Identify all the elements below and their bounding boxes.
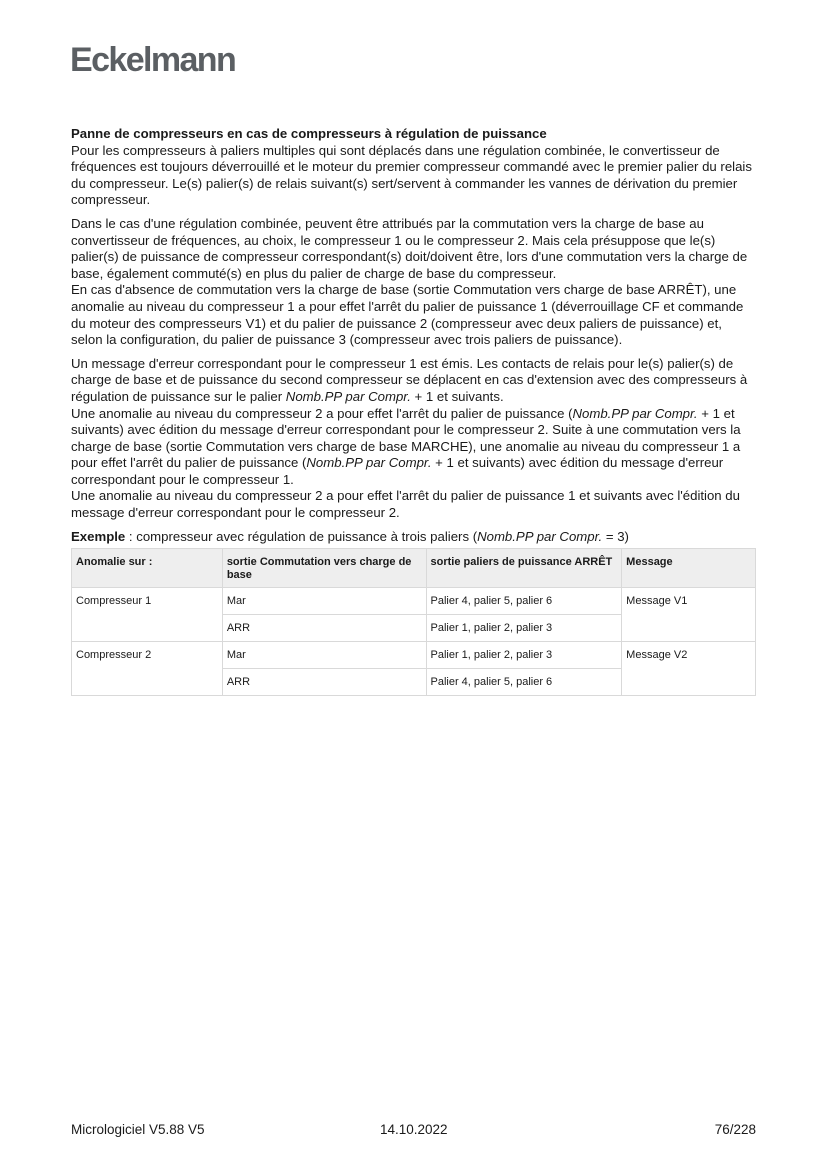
paragraph-5: Une anomalie au niveau du compresseur 2 a pour effet l'arrêt du palier de puissance (Nomb.PP par Compr. + 1 et suivants) avec édition du message d'erreur correspondant pour le compresseur 2. Suite à une commutation vers la charge de base (sortie Commutation vers charge de base MARCHE), une anomalie au niveau du compresseur 1 a pour effet l'arrêt du palier de puissance (Nomb.PP par Compr. + 1 et suivants) avec édition du message d'erreur correspondant pour le compresseur 1. [71,405,741,487]
section-title: Panne de compresseurs en cas de compresseurs à régulation de puissance [71,126,547,141]
paragraph-2: Dans le cas d'une régulation combinée, peuvent être attribués par la commutation vers la charge de base au convertisseur de fréquences, au choix, le compresseur 1 ou le compresseur 2. Mais cela présuppose que le(s) palier(s) de puissance de compresseur correspondant(s) doit/doivent être, lors d'une commutation vers la charge de base, également commuté(s) en plus du palier de charge de base du compresseur. [71,215,748,281]
example-line: Exemple : compresseur avec régulation de puissance à trois paliers (Nomb.PP par Compr. = 3) [71,528,629,544]
cell-message: Message V2 [622,642,756,696]
paragraph-3: En cas d'absence de commutation vers la charge de base (sortie Commutation vers charge de base ARRÊT), une anomalie au niveau du compresseur 1 a pour effet l'arrêt du palier de puissance 1 (déverrouillage CF et commande du moteur des compresseurs V1) et du palier de puissance 2 (compresseur avec deux paliers de puissance) et, selon la configuration, du palier de puissance 3 (compresseur avec trois paliers de puissance). [71,282,744,348]
cell-anomalie: Compresseur 1 [72,588,223,642]
table-header-row [72,549,756,588]
table-row [72,588,756,615]
cell-sortie: ARR [222,615,426,642]
table-row [72,642,756,669]
brand-logo: Eckelmann [70,41,236,79]
cell-paliers: Palier 1, palier 2, palier 3 [426,642,622,669]
cell-paliers: Palier 4, palier 5, palier 6 [426,669,622,696]
example-table [71,548,756,696]
paragraph-6: Une anomalie au niveau du compresseur 2 a pour effet l'arrêt du palier de puissance 1 et suivants avec l'édition du message d'erreur correspondant pour le compresseur 2. [71,488,740,521]
cell-paliers: Palier 1, palier 2, palier 3 [426,615,622,642]
cell-paliers: Palier 4, palier 5, palier 6 [426,588,622,615]
paragraph-1: Pour les compresseurs à paliers multiples qui sont déplacés dans une régulation combinée, le convertisseur de fréquences est toujours déverrouillé et le moteur du premier compresseur commandé avec le premier palier du relais du compresseur. Le(s) palier(s) de relais suivant(s) sert/servent à commander les vannes de dérivation du premier compresseur. [71,142,752,208]
cell-message: Message V1 [622,588,756,642]
footer-firmware: Micrologiciel V5.88 V5 [71,1122,205,1137]
footer-date: 14.10.2022 [380,1122,448,1137]
cell-anomalie: Compresseur 2 [72,642,223,696]
header-sortie-commutation: sortie Commutation vers charge de base [222,549,426,588]
footer-page-number: 76/228 [714,1122,756,1137]
cell-sortie: Mar [222,588,426,615]
header-message: Message [622,549,756,588]
header-anomalie: Anomalie sur : [72,549,223,588]
cell-sortie: ARR [222,669,426,696]
cell-sortie: Mar [222,642,426,669]
header-sortie-paliers: sortie paliers de puissance ARRÊT [426,549,622,588]
document-body [71,126,757,696]
paragraph-4: Un message d'erreur correspondant pour le compresseur 1 est émis. Les contacts de relais pour le(s) palier(s) de charge de base et de puissance du second compresseur se déplacent en cas d'extension avec des compresseurs à régulation de puissance sur le palier Nomb.PP par Compr. + 1 et suivants. [71,355,748,404]
